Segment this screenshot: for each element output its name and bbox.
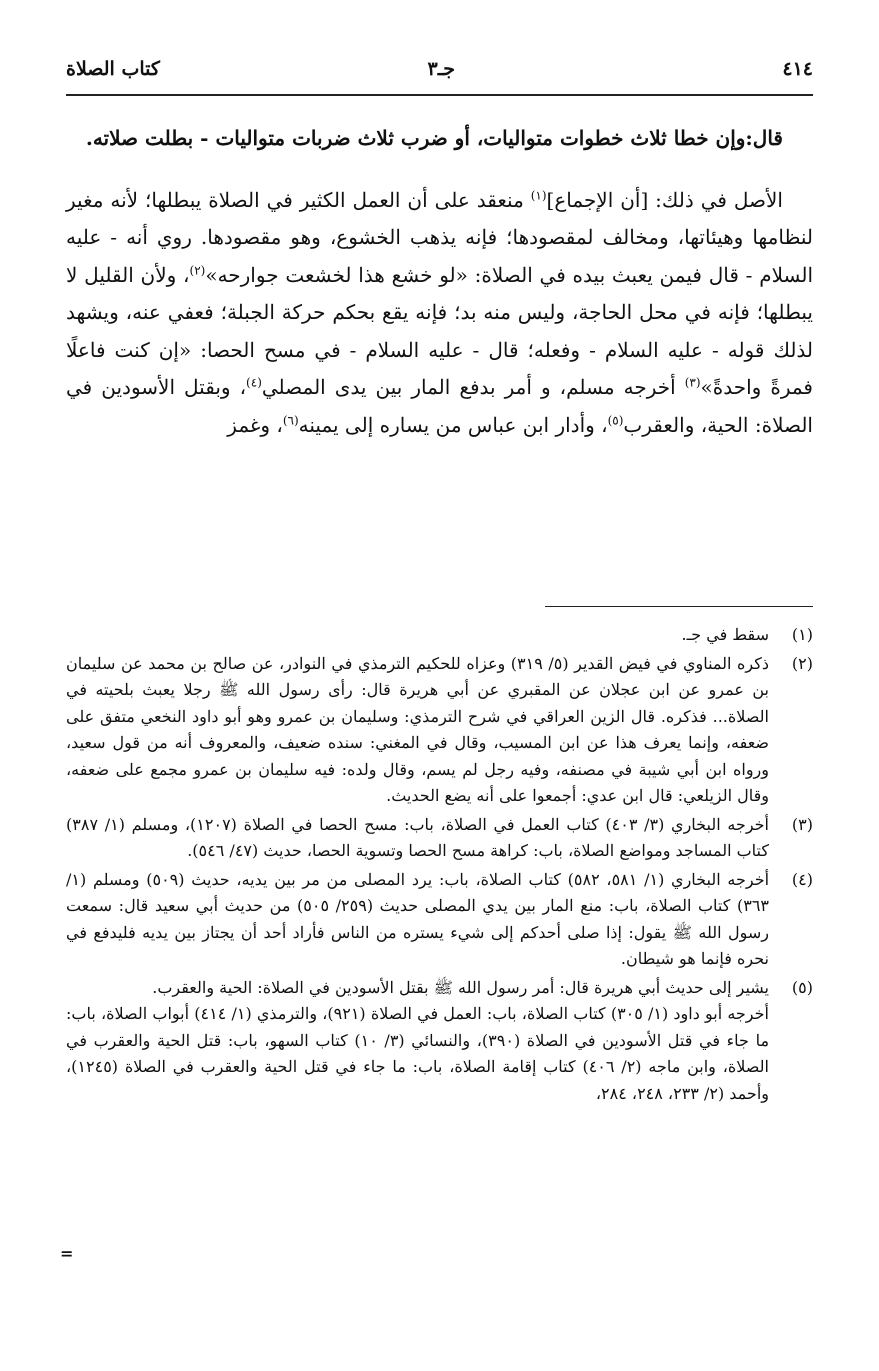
footnote-ref[interactable]: (٥): [607, 412, 624, 427]
commentary-segment: الأصل في ذلك: [أن الإجماع]: [546, 187, 783, 212]
header-rule: [66, 94, 813, 96]
footnote-text: [66, 651, 769, 810]
matn-paragraph: قال:وإن خطا ثلاث خطوات متواليات، أو ضرب ثلاث ضربات متواليات - بطلت صلاته.: [85, 126, 783, 150]
footnote-paragraph: أخرجه البخاري (١/ ٥٨١، ٥٨٢) كتاب الصلاة، باب: يرد المصلى من مر بين يديه، حديث (٥٠٩) ومسلم (١/ ٣٦٣) كتاب الصلاة، باب: منع المار بين يدي المصلى حديث (٢٥٩/ ٥٠٥) من حديث أبي سعيد قال: سمعت رسول الله ﷺ يقول: إذا صلى أحدكم إلى شيء يستره من الناس فأراد أحد أن يجتاز بين يديه فليدفع في نحره فإنما هو شيطان.: [66, 869, 770, 968]
commentary-segment: ، وأدار ابن عباس من يساره إلى يمينه: [298, 412, 608, 437]
footnote-paragraph: ذكره المناوي في فيض القدير (٥/ ٣١٩) وعزاه للحكيم الترمذي في النوادر، عن صالح بن محمد عن سليمان بن عمرو عن ابن عجلان عن المقبري عن أبي هريرة قال: رأى رسول الله ﷺ رجلا يعبث بلحيته في الصلاة... فذكره. قال الزين العراقي في شرح الترمذي: وسليمان بن عمرو وهو أبو داود النخعي متفق على ضعفه، وإنما يعرف هذا عن ابن المسيب، وقال في المغني: سنده ضعيف، والمعروف أنه من قول سعيد، ورواه ابن أبي شيبة في مصنفه، وفيه رجل لم يسم، وقال ولده: فيه سليمان بن عمرو مجمع على ضعفه، وقال الزيلعي: قال ابن عدي: أجمعوا على أنه يضع الحديث.: [66, 653, 769, 805]
footnote-text: [66, 622, 769, 649]
book-title: كتاب الصلاة: [66, 58, 160, 80]
footnote-text: [66, 975, 769, 1108]
footnote-ref[interactable]: (١): [530, 187, 547, 202]
footnote-number: (٣): [791, 814, 813, 834]
footnote-number: (٢): [791, 653, 813, 673]
commentary-segment: أخرجه مسلم، و أمر بدفع المار بين يدى المصلي: [261, 375, 685, 399]
footnote-paragraph: سقط في جـ.: [681, 625, 769, 644]
main-text: [66, 120, 813, 444]
footnote-ref[interactable]: (٢): [189, 262, 206, 277]
footnote-paragraph: أخرجه أبو داود (١/ ٣٠٥) كتاب الصلاة، باب: العمل في الصلاة (٩٢١)، والترمذي (١/ ٤١٤) أبواب الصلاة، باب: ما جاء في قتل الأسودين في الصلاة (٣٩٠)، والنسائي (٣/ ١٠) كتاب السهو، باب: قتل الحية والعقرب في الصلاة، وابن ماجه (٢/ ٤٠٦) كتاب إقامة الصلاة، باب: ما جاء في قتل الحية والعقرب في الصلاة (١٢٤٥)، وأحمد (٢/ ٢٣٣، ٢٤٨، ٢٨٤،: [66, 1004, 770, 1103]
footnote-number: (١): [791, 625, 813, 644]
running-header: [66, 54, 813, 96]
footnote-ref[interactable]: (٣): [684, 375, 701, 390]
page-number: ٤١٤: [782, 58, 813, 80]
footnote: [66, 651, 813, 810]
continuation-mark: =: [60, 1244, 74, 1263]
commentary-segment: ، وبقتل الأسودين في الصلاة: الحية، والعقرب: [66, 375, 813, 437]
footnote: [66, 622, 813, 649]
footnote: [66, 812, 813, 865]
footnote-text: [66, 812, 769, 865]
footnote-text: [66, 867, 769, 973]
commentary-segment: ، ولأن القليل لا يبطلها؛ فإنه في محل الحاجة، وليس منه بد؛ فإنه يقع بحكم حركة الجبلة؛ فعفي عنه، ويشهد لذلك قوله - عليه السلام - وفعله؛ قال - عليه السلام - في مسح الحصا: «إن كنت فاعلًا فمرةً واحدةً»: [66, 262, 813, 399]
footnotes-section: [66, 622, 813, 1109]
footnote-paragraph: أخرجه البخاري (٣/ ٤٠٣) كتاب العمل في الصلاة، باب: مسح الحصا في الصلاة (١٢٠٧)، ومسلم (١/ ٣٨٧) كتاب المساجد ومواضع الصلاة، باب: كراهة مسح الحصا وتسوية الحصا، حديث (٤٧/ ٥٤٦).: [66, 814, 769, 860]
commentary-segment: ، وغمز: [227, 412, 283, 437]
footnote-ref[interactable]: (٤): [246, 375, 262, 390]
footnote: [66, 867, 813, 973]
commentary-paragraph: [66, 182, 813, 445]
footnote-number: (٥): [791, 977, 813, 997]
footnote: [66, 975, 813, 1108]
footnote-separator: [545, 606, 813, 607]
volume-label: جـ٣: [427, 58, 455, 80]
footnote-number: (٤): [791, 869, 813, 889]
footnote-ref[interactable]: (٦): [282, 412, 299, 427]
commentary-segment: منعقد على أن العمل الكثير في الصلاة يبطلها؛ لأنه مغير لنظامها وهيئاتها، ومخالف لمقصودها؛ فإنه يذهب الخشوع، وهو مقصودها. روي أنه - عليه السلام - قال فيمن يعبث بيده في الصلاة: «لو خشع هذا لخشعت جوارحه»: [66, 187, 813, 287]
footnote-paragraph: يشير إلى حديث أبي هريرة قال: أمر رسول الله ﷺ بقتل الأسودين في الصلاة: الحية والعقرب.: [152, 977, 769, 997]
